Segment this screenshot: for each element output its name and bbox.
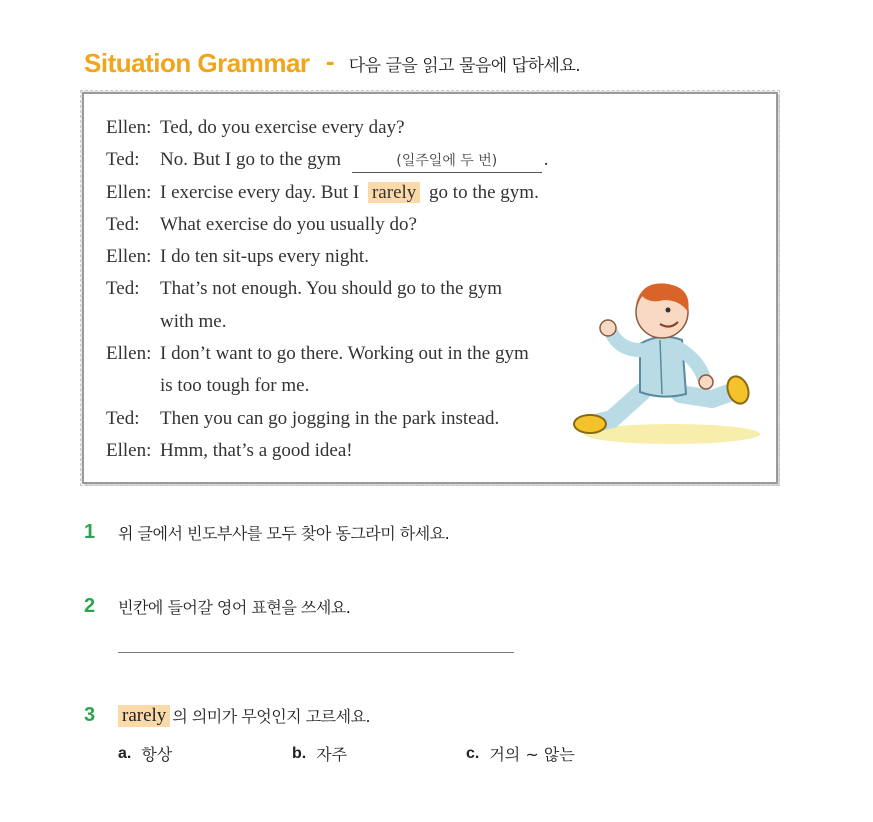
dialog-text: I exercise every day. But I [160,181,360,203]
dialog-line [106,209,549,241]
option-a[interactable] [118,742,172,765]
section-title: Situation Grammar [84,47,310,78]
highlighted-word: rarely [118,705,170,727]
option-b[interactable] [292,742,347,765]
speaker: Ellen: [106,117,152,138]
dialog-text: is too tough for me. [160,375,310,397]
question-number: 1 [84,521,96,543]
dialog-text-end: . [543,149,549,171]
dialog-box [82,92,778,484]
option-label: a. [118,744,132,762]
dialog-text-end: go to the gym. [429,181,539,203]
option-text: 항상 [141,745,173,764]
dialog-line [106,273,549,305]
dialog-text: Then you can go jogging in the park instead. [160,407,500,429]
question-text: 빈칸에 들어갈 영어 표현을 쓰세요. [118,598,351,617]
dialog-line [106,177,549,209]
option-text: 자주 [316,745,348,764]
answer-blank[interactable]: (일주일에 두 번) [352,152,542,173]
question-3 [84,704,370,727]
speaker: Ellen: [106,246,152,268]
speaker [106,370,160,402]
dialog-text: No. But I go to the gym [160,149,342,171]
dialog-text: That’s not enough. You should go to the gym [160,278,503,300]
dialog-text: Ted, do you exercise every day? [160,117,405,138]
dialog-text: Hmm, that’s a good idea! [160,439,353,461]
dialog-line [106,144,549,176]
question-number: 3 [84,704,96,726]
instruction-text: 다음 글을 읽고 물음에 답하세요. [348,55,581,76]
option-label: b. [292,744,307,762]
dialog-line [106,435,549,467]
speaker: Ellen: [106,343,152,365]
jogging-boy-illustration [572,274,772,454]
speaker: Ted: [106,407,140,429]
answer-line[interactable] [118,652,514,653]
option-label: c. [466,744,480,762]
question-1 [84,521,449,544]
speaker: Ted: [106,213,140,235]
speaker: Ted: [106,278,140,300]
dialog-text: What exercise do you usually do? [160,213,417,235]
dialog-line [106,306,549,338]
option-c[interactable] [466,742,575,765]
speaker: Ellen: [106,439,152,461]
dialog-text: I don’t want to go there. Working out in the gym [160,343,529,365]
title-dash: - [325,50,335,76]
header [84,46,580,80]
dialog-line [106,338,549,370]
question-text: 위 글에서 빈도부사를 모두 찾아 동그라미 하세요. [118,524,450,543]
dialog [106,112,549,467]
dialog-line [106,403,549,435]
question-text: 의 의미가 무엇인지 고르세요. [172,707,371,726]
dialog-text: I do ten sit-ups every night. [160,246,369,268]
question-number: 2 [84,595,96,617]
highlighted-word: rarely [368,182,420,203]
speaker [106,306,160,338]
option-text: 거의 ~ 않는 [489,745,575,764]
dialog-line [106,241,549,273]
dialog-line [106,112,549,144]
speaker: Ted: [106,149,140,171]
speaker: Ellen: [106,181,152,203]
dialog-line [106,370,549,402]
question-2 [84,595,350,618]
dialog-text: with me. [160,310,227,332]
